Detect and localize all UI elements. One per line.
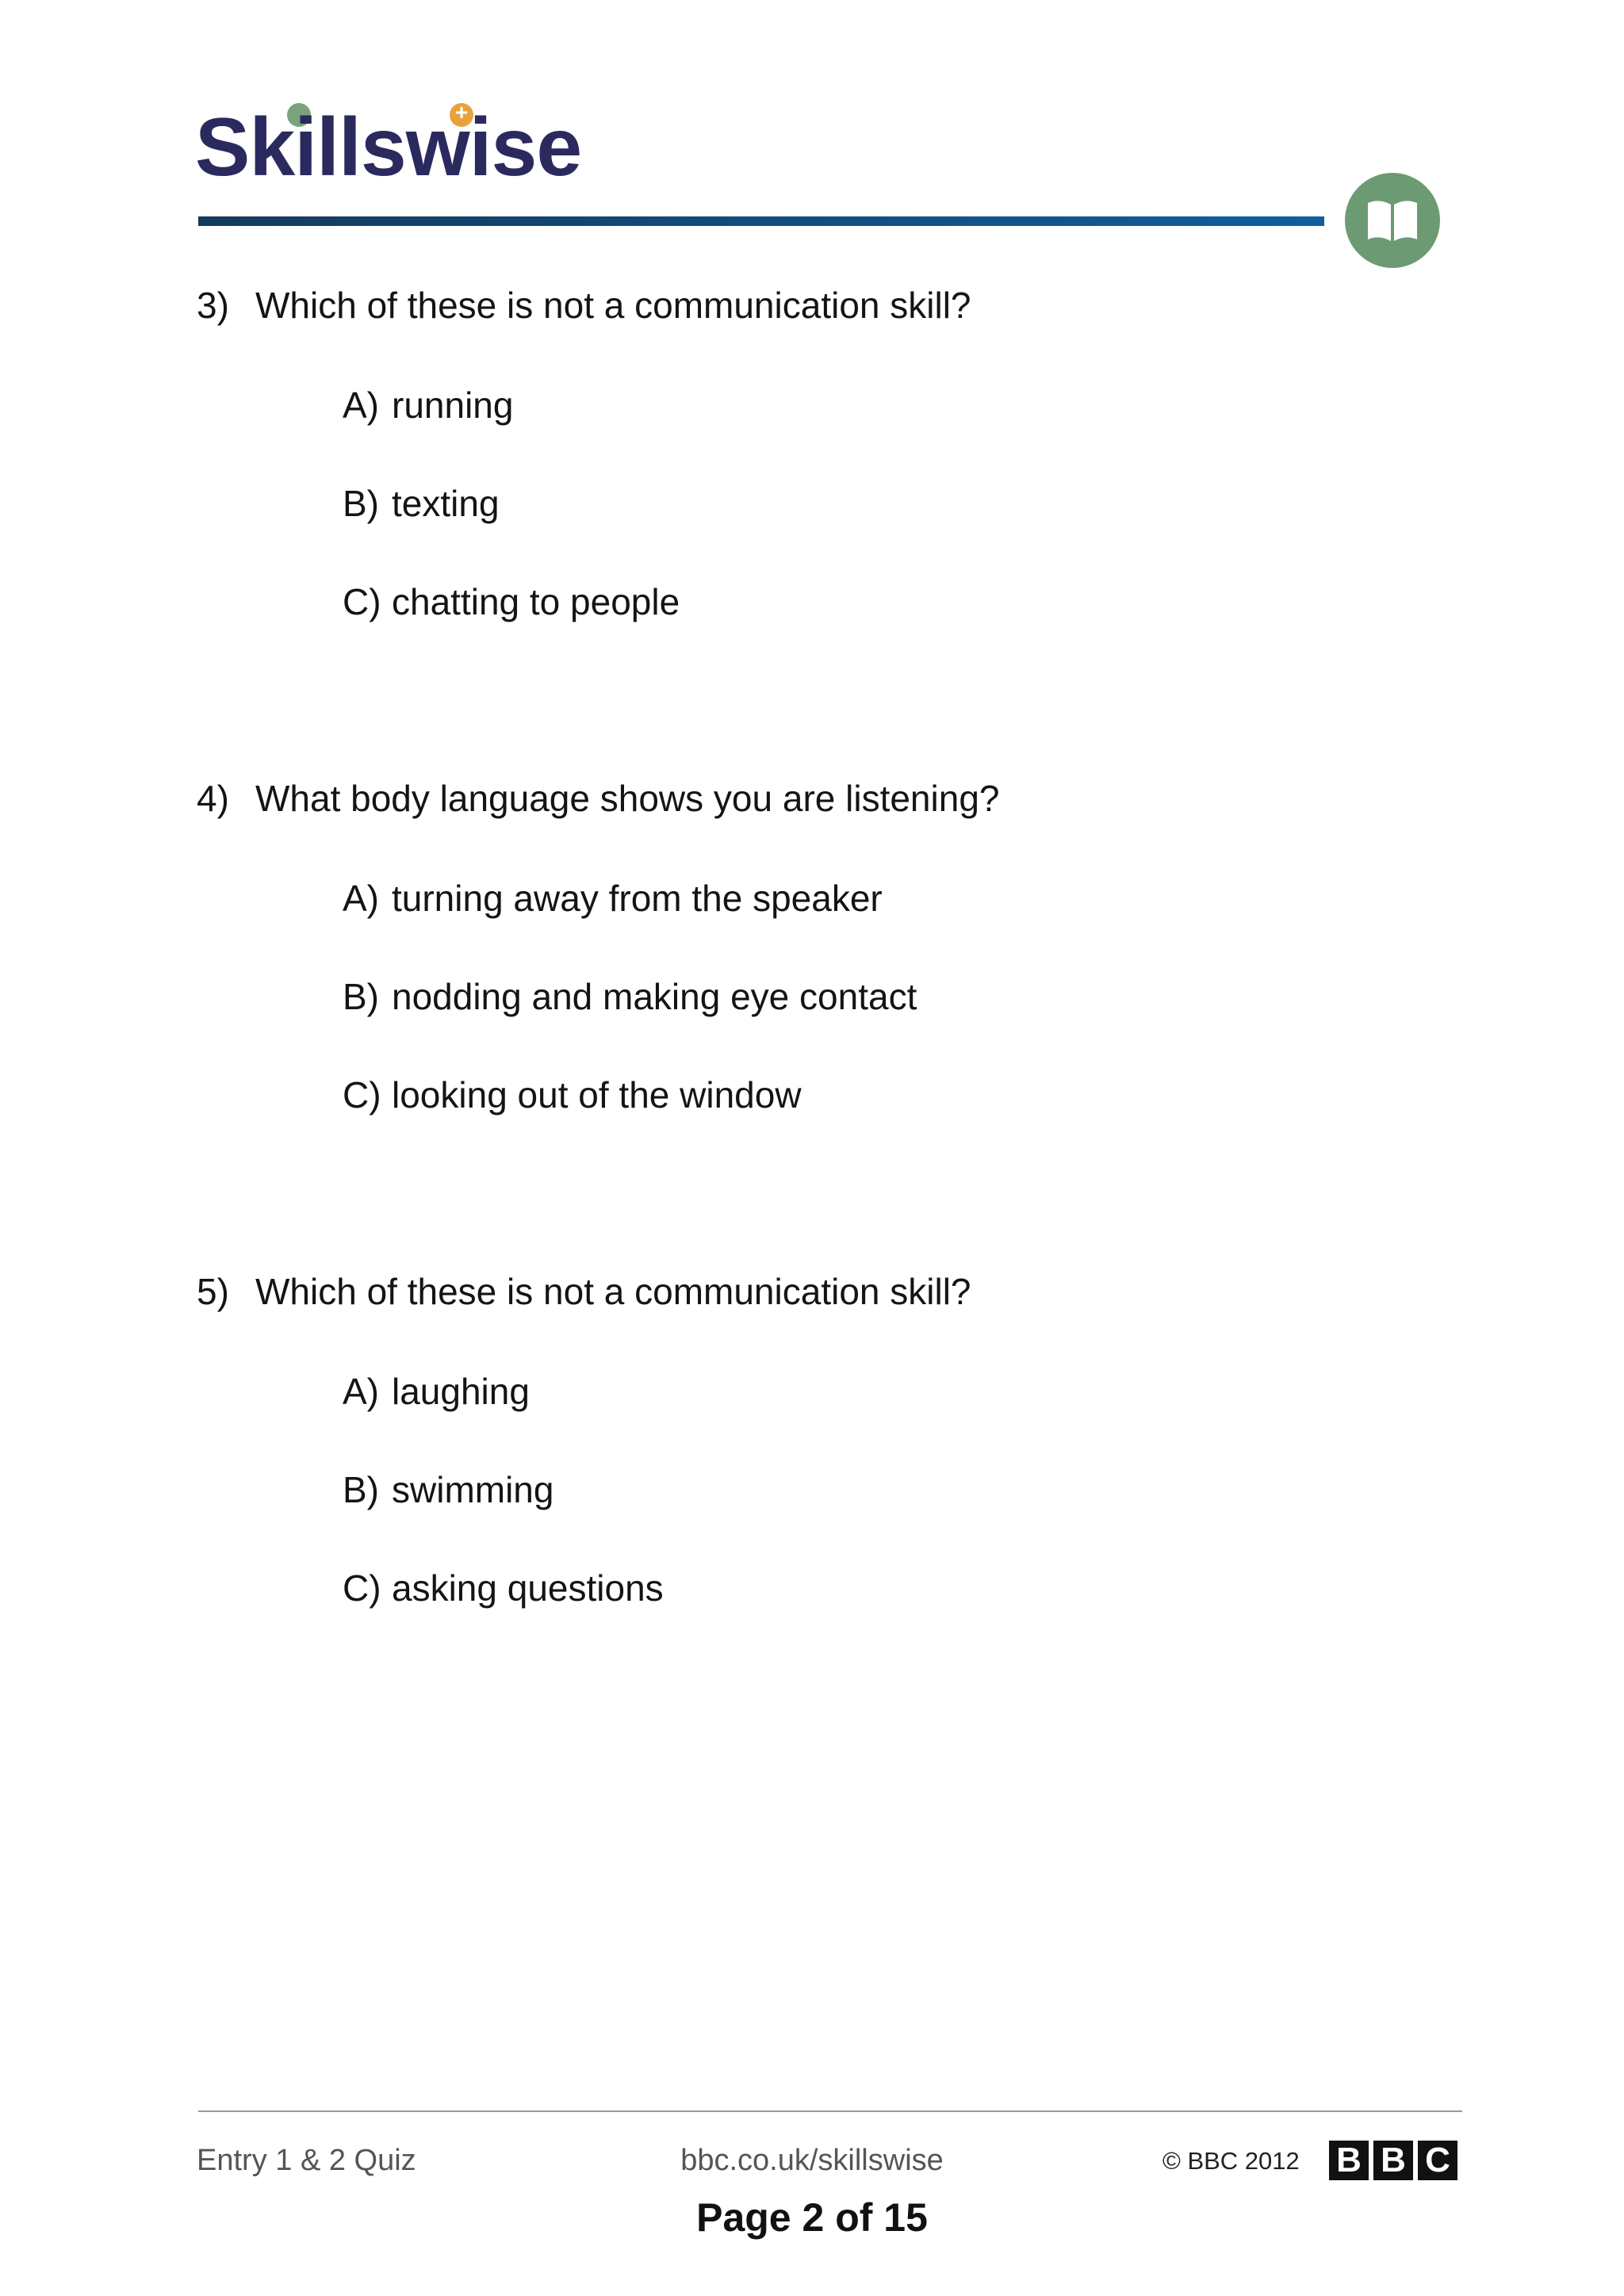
question-text: What body language shows you are listening? (255, 778, 1000, 819)
open-book-icon (1345, 173, 1440, 268)
option-letter: C) (343, 581, 381, 622)
logo-text: Skillswise (195, 101, 582, 193)
footer-quiz-title: Entry 1 & 2 Quiz (197, 2144, 416, 2177)
option-letter: B) (343, 976, 379, 1017)
option-text: texting (392, 483, 500, 524)
question-number: 3) (197, 285, 229, 326)
option-text: laughing (392, 1371, 530, 1412)
footer-rule (198, 2110, 1462, 2112)
question-text: Which of these is not a communication skill? (255, 1271, 971, 1312)
option-letter: A) (343, 878, 379, 919)
question-text: Which of these is not a communication skill? (255, 285, 971, 326)
option-text: running (392, 385, 514, 426)
header-rule (198, 216, 1324, 226)
option-letter: C) (343, 1567, 381, 1609)
option-text: turning away from the speaker (392, 878, 883, 919)
option-text: asking questions (392, 1567, 664, 1609)
option-text: chatting to people (392, 581, 680, 622)
bbc-logo (1329, 2141, 1457, 2180)
option-letter: C) (343, 1074, 381, 1115)
question-number: 5) (197, 1271, 229, 1312)
question-number: 4) (197, 778, 229, 819)
option-letter: A) (343, 385, 379, 426)
option-text: swimming (392, 1469, 554, 1510)
option-letter: B) (343, 1469, 379, 1510)
page-number: Page 2 of 15 (696, 2195, 928, 2240)
option-text: nodding and making eye contact (392, 976, 917, 1017)
option-letter: B) (343, 483, 379, 524)
footer-website: bbc.co.uk/skillswise (680, 2144, 944, 2177)
bbc-logo-letter: B (1373, 2141, 1413, 2180)
bbc-logo-letter: B (1329, 2141, 1369, 2180)
option-text: looking out of the window (392, 1074, 802, 1115)
option-letter: A) (343, 1371, 379, 1412)
bbc-logo-letter: C (1418, 2141, 1457, 2180)
footer-copyright: © BBC 2012 (1162, 2147, 1300, 2175)
skillswise-logo (195, 101, 582, 193)
